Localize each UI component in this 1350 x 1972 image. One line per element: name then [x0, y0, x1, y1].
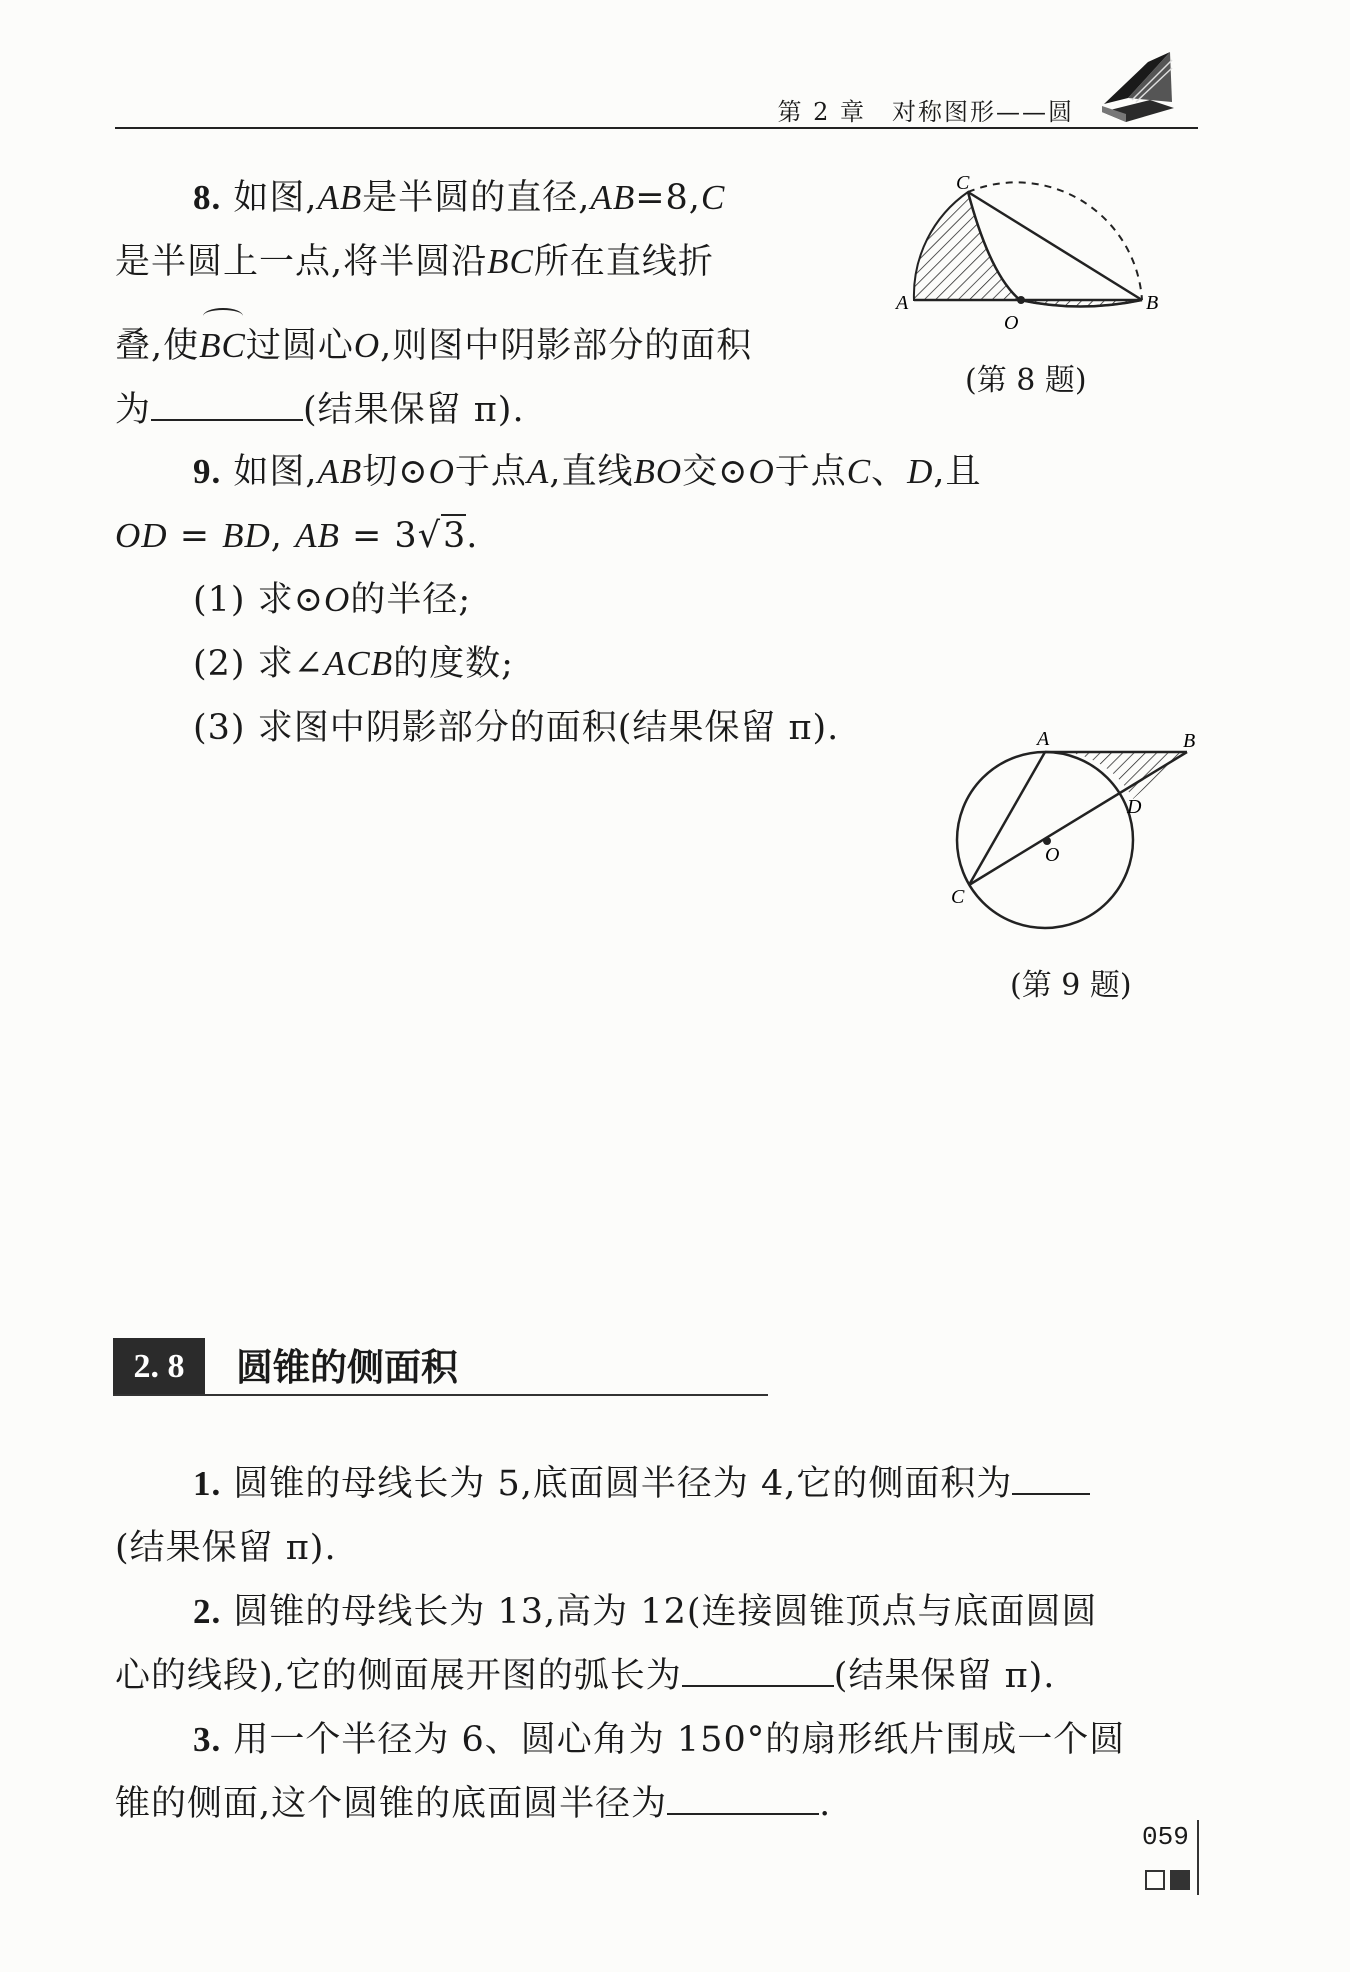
exercise-3: 3. 用一个半径为 6、圆心角为 150°的扇形纸片围成一个圆 锥的侧面,这个圆锥的底面圆半径为 . — [115, 1720, 1126, 1824]
empty-square-icon — [1145, 1870, 1165, 1890]
question-8: 8. 如图,AB是半圆的直径,AB=8,C 是半圆上一点,将半圆沿BC所在直线折 叠,使 BC过圆心O,则图中阴影部分的面积 为 (结果保留 π). — [115, 178, 753, 430]
label-C: C — [951, 886, 965, 908]
label-D: D — [1127, 796, 1142, 818]
header-rule — [115, 127, 1198, 129]
figure-8 — [890, 175, 1170, 335]
figure-9 — [935, 725, 1210, 945]
exercise-3-answer-blank — [667, 1777, 819, 1815]
exercise-1-answer-blank — [1012, 1457, 1090, 1495]
label-C: C — [956, 175, 970, 194]
exercise-1: 1. 圆锥的母线长为 5,底面圆半径为 4,它的侧面积为 (结果保留 π). — [115, 1452, 1205, 1580]
arc-symbol — [203, 308, 243, 324]
question-9: 9. 如图,AB切⊙O于点A,直线BO交⊙O于点C、D,且 OD = BD, AB = 3√3. (1) 求⊙O的半径; (2) 求∠ACB的度数; (3) 求图中阴影部分的面积(结果保留 π). — [115, 452, 982, 748]
label-B: B — [1183, 730, 1196, 752]
figure-9-caption: (第 9 题) — [1010, 968, 1132, 1003]
page-number: 059 — [1142, 1822, 1189, 1852]
q9-number: 9. — [193, 452, 222, 491]
section-number-badge: 2. 8 — [113, 1338, 205, 1396]
q8-number: 8. — [193, 178, 222, 217]
q9-subquestion-2: (2) 求∠ — [193, 644, 325, 684]
section-rule — [113, 1394, 768, 1396]
label-A: A — [1037, 728, 1050, 750]
filled-square-icon — [1170, 1870, 1190, 1890]
section-title: 圆锥的侧面积 — [236, 1345, 458, 1389]
label-O: O — [1045, 844, 1060, 866]
q8-answer-blank — [151, 383, 303, 421]
figure-8-caption: (第 8 题) — [965, 363, 1087, 398]
exercise-2-answer-blank — [682, 1649, 834, 1687]
shaded-region — [1045, 751, 1185, 799]
page-number-rule — [1197, 1820, 1199, 1895]
label-O: O — [1004, 312, 1019, 334]
q9-subquestion-3: (3) 求图中阴影部分的面积(结果保留 π). — [193, 708, 840, 748]
label-A: A — [896, 292, 909, 314]
chapter-header: 第 2 章 对称图形——圆 — [777, 98, 1074, 126]
label-B: B — [1146, 292, 1159, 314]
q9-subquestion-1: (1) 求⊙ — [193, 580, 325, 620]
exercise-2: 2. 圆锥的母线长为 13,高为 12(连接圆锥顶点与底面圆圆 心的线段),它的侧面展开图的弧长为 (结果保留 π). — [115, 1592, 1098, 1696]
book-icon — [1098, 42, 1178, 124]
